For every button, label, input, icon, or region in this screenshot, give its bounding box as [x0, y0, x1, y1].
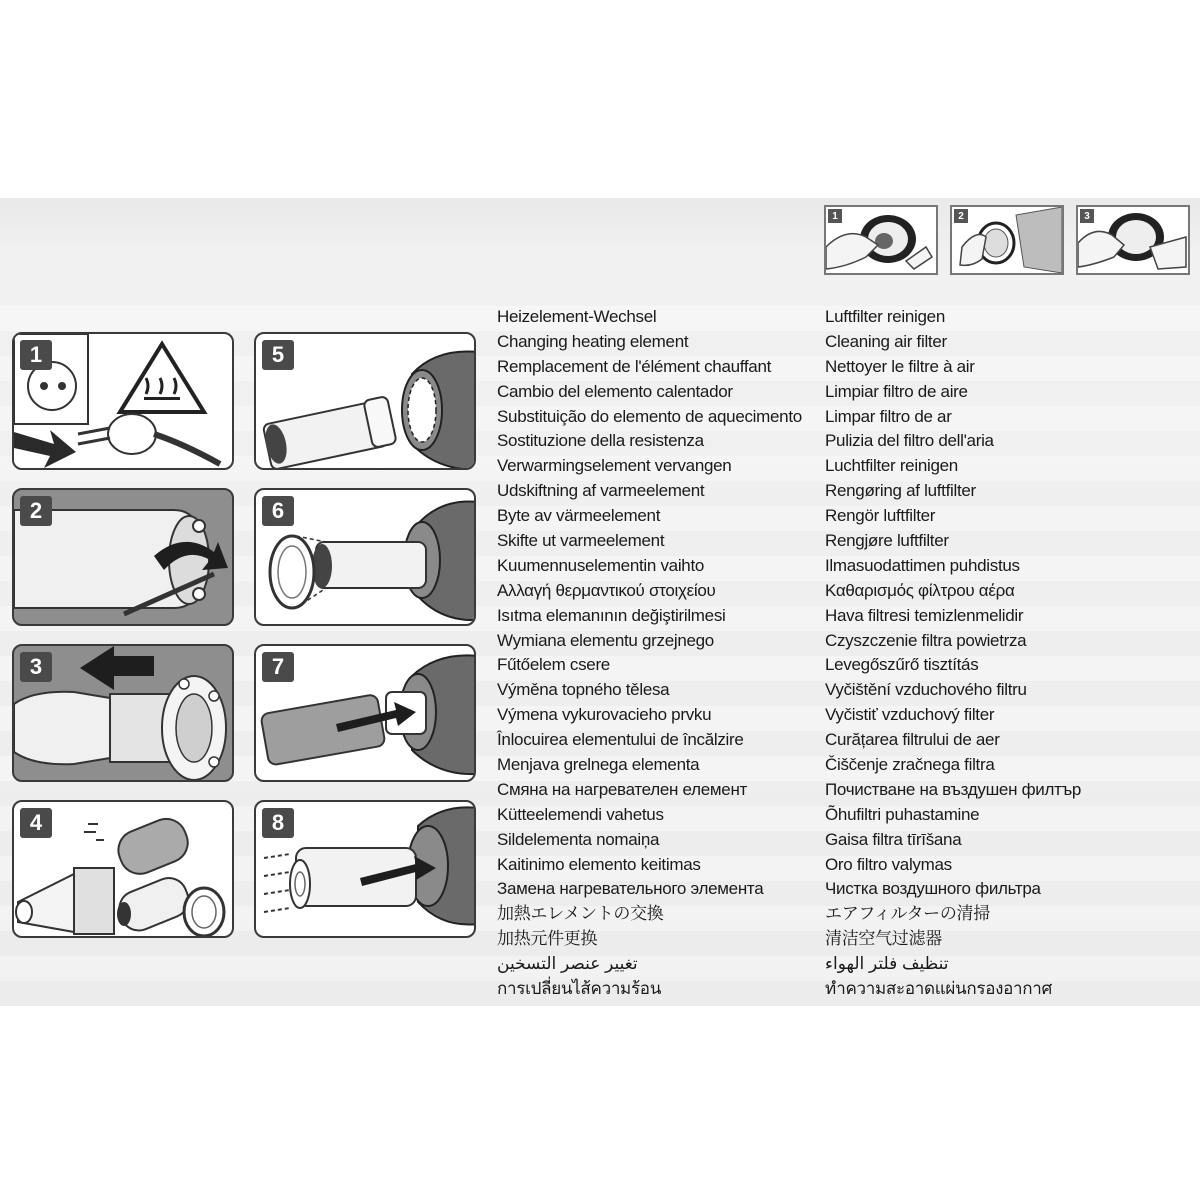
translated-title: Kuumennuselementin vaihto: [497, 555, 705, 575]
translated-title: Cleaning air filter: [825, 331, 947, 351]
filter-step-badge: 3: [1080, 209, 1094, 223]
translated-title: Limpar filtro de ar: [825, 406, 952, 426]
step-number-badge: 3: [20, 652, 52, 682]
translated-title: Sostituzione della resistenza: [497, 431, 704, 451]
translated-title: Remplacement de l'élément chauffant: [497, 356, 772, 376]
translated-title: Výmena vykurovacieho prvku: [497, 705, 712, 725]
translated-title: Kaitinimo elemento keitimas: [497, 854, 701, 874]
translated-title: Καθαρισμός φίλτρου αέρα: [825, 580, 1015, 600]
step-number-badge: 2: [20, 496, 52, 526]
translated-title: تغيير عنصر التسخين: [497, 954, 638, 974]
translated-title: Byte av värmeelement: [497, 506, 661, 526]
translated-title: Õhufiltri puhastamine: [825, 804, 980, 824]
step-8-panel: [254, 800, 476, 938]
translated-title: การเปลี่ยนไส้ความร้อน: [497, 979, 662, 999]
step-5-panel: [254, 332, 476, 470]
translated-title: Luftfilter reinigen: [825, 307, 945, 326]
step-2-panel: [12, 488, 234, 626]
translated-title: Gaisa filtra tīrīšana: [825, 829, 962, 849]
translated-title: Sildelementa nomaiņa: [497, 829, 660, 849]
translated-title: Замена нагревательного элемента: [497, 879, 764, 899]
translated-title: Udskiftning af varmeelement: [497, 481, 705, 501]
step-4-panel: [12, 800, 234, 938]
heating-element-title-list: [497, 305, 802, 1002]
translated-title: Ilmasuodattimen puhdistus: [825, 555, 1020, 575]
translated-title: Menjava grelnega elementa: [497, 755, 700, 775]
step-3-panel: [12, 644, 234, 782]
translated-title: エアフィルターの清掃: [825, 904, 990, 924]
translated-title: Vyčistiť vzduchový filter: [825, 705, 995, 725]
translated-title: تنظيف فلتر الهواء: [825, 954, 949, 974]
translated-title: ทำความสะอาดแผ่นกรองอากาศ: [825, 979, 1052, 999]
filter-step-3-thumbnail: [1076, 205, 1190, 275]
translated-title: Nettoyer le filtre à air: [825, 356, 975, 376]
step-number-badge: 5: [262, 340, 294, 370]
translated-title: Isıtma elemanının değiştirilmesi: [497, 605, 726, 625]
filter-step-1-thumbnail: [824, 205, 938, 275]
translated-title: Heizelement-Wechsel: [497, 307, 657, 326]
step-number-badge: 8: [262, 808, 294, 838]
translated-title: Čiščenje zračnega filtra: [825, 755, 995, 775]
translated-title: Αλλαγή θερμαντικού στοιχείου: [497, 580, 716, 600]
filter-ring-illustration: [952, 207, 1062, 273]
translated-title: Hava filtresi temizlenmelidir: [825, 605, 1024, 625]
translated-title: Чистка воздушного фильтра: [825, 879, 1041, 899]
translated-title: 加熱エレメントの交換: [497, 904, 664, 924]
translated-title: Fűtőelem csere: [497, 655, 610, 675]
step-1-panel: [12, 332, 234, 470]
translated-title: Pulizia del filtro dell'aria: [825, 431, 994, 451]
translated-title: Changing heating element: [497, 331, 689, 351]
translated-title: Rengör luftfilter: [825, 506, 936, 526]
filter-step-badge: 1: [828, 209, 842, 223]
translated-title: Почистване на въздушен филтър: [825, 779, 1082, 799]
translated-title: Levegőszűrő tisztítás: [825, 655, 979, 675]
filter-insert-illustration: [1078, 207, 1188, 273]
translated-title: Czyszczenie filtra powietrza: [825, 630, 1027, 650]
translated-title: Wymiana elementu grzejnego: [497, 630, 714, 650]
translated-title: Cambio del elemento calentador: [497, 381, 733, 401]
filter-step-2-thumbnail: [950, 205, 1064, 275]
translated-title: Înlocuirea elementului de încălzire: [497, 730, 744, 750]
translated-title: 清洁空气过滤器: [825, 929, 942, 949]
step-number-badge: 6: [262, 496, 294, 526]
translated-title: Vyčištění vzduchového filtru: [825, 680, 1027, 700]
translated-title: Rengøring af luftfilter: [825, 481, 976, 501]
translated-title: Skifte ut varmeelement: [497, 531, 665, 551]
step-number-badge: 1: [20, 340, 52, 370]
filter-removal-illustration: [826, 207, 936, 273]
step-6-panel: [254, 488, 476, 626]
translated-title: Výměna topného tělesa: [497, 680, 670, 700]
translated-title: Kütteelemendi vahetus: [497, 804, 664, 824]
translated-title: Limpiar filtro de aire: [825, 381, 968, 401]
translated-title: Verwarmingselement vervangen: [497, 456, 732, 476]
translated-title: Curățarea filtrului de aer: [825, 730, 1000, 750]
translated-title: 加热元件更换: [497, 929, 598, 949]
filter-step-badge: 2: [954, 209, 968, 223]
translated-title: Substituição do elemento de aquecimento: [497, 406, 802, 426]
translated-title: Luchtfilter reinigen: [825, 456, 958, 476]
hot-surface-warning-icon: [120, 344, 204, 412]
step-number-badge: 4: [20, 808, 52, 838]
translated-title: Rengjøre luftfilter: [825, 531, 949, 551]
step-7-panel: [254, 644, 476, 782]
air-filter-title-list: [825, 305, 1081, 1002]
translated-title: Oro filtro valymas: [825, 854, 952, 874]
step-number-badge: 7: [262, 652, 294, 682]
translated-title: Смяна на нагревателен елемент: [497, 779, 748, 799]
